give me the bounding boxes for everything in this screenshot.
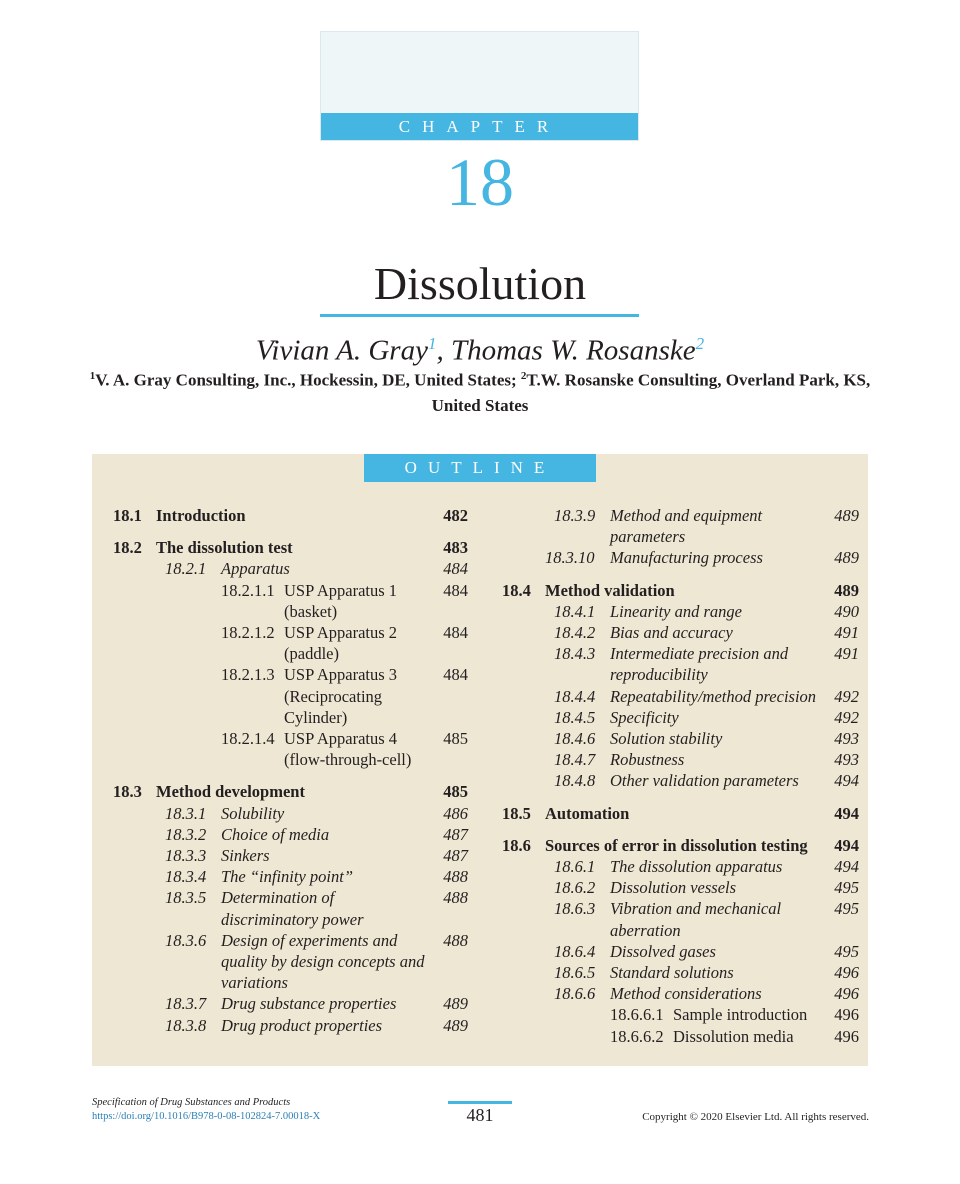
outline-entry-num: 18.6.6.1: [610, 1005, 664, 1025]
outline-entry-label: Standard solutions: [610, 963, 734, 983]
outline-right-column: [502, 505, 859, 1047]
outline-entry-page: 489: [834, 580, 859, 600]
outline-label: OUTLINE: [364, 454, 596, 482]
outline-entry-num: 18.3.2: [165, 824, 207, 844]
outline-entry[interactable]: [113, 622, 468, 664]
outline-entry-page: 489: [834, 506, 859, 525]
outline-entry-num: 18.6.5: [554, 963, 596, 983]
outline-entry-label: Manufacturing process: [610, 548, 763, 568]
outline-entry[interactable]: [502, 770, 859, 791]
outline-entry[interactable]: [502, 877, 859, 898]
outline-entry-page: 492: [834, 707, 859, 727]
outline-entry-num: 18.2.1.2: [221, 623, 275, 643]
outline-entry-label: Solubility: [221, 803, 285, 823]
outline-entry-num: 18.3.9: [554, 506, 596, 525]
outline-entry-page: 486: [443, 803, 468, 823]
outline-entry-num: 18.4.3: [554, 644, 596, 664]
outline-entry-label: Dissolution vessels: [610, 878, 737, 898]
outline-entry-page: 487: [443, 824, 468, 844]
author-separator: ,: [436, 334, 451, 367]
outline-entry[interactable]: [113, 558, 468, 579]
outline-entry-page: 490: [834, 601, 859, 621]
outline-entry-label: Sinkers: [221, 846, 270, 866]
outline-entry-num: 18.4.6: [554, 729, 596, 749]
outline-entry[interactable]: [113, 580, 468, 622]
outline-entry[interactable]: [502, 1026, 859, 1047]
outline-entry-num: 18.3.1: [165, 803, 207, 823]
outline-entry-num: 18.6.2: [554, 878, 596, 898]
affiliation-mark: 1: [89, 370, 96, 382]
outline-entry-page: 489: [834, 548, 859, 568]
outline-entry-num: 18.6.3: [554, 899, 596, 919]
outline-entry[interactable]: [113, 993, 468, 1014]
outline-entry-label: Apparatus: [221, 559, 290, 579]
outline-entry-page: 496: [834, 984, 859, 1004]
outline-entry-page: 491: [834, 644, 859, 664]
chapter-title: Dissolution: [373, 258, 587, 309]
outline-entry-num: 18.5: [502, 803, 531, 823]
outline-entry-label: USP Apparatus 4 (flow-through-cell): [284, 729, 412, 770]
outline-entry-num: 18.4: [502, 580, 531, 600]
outline-entry-page: 494: [834, 803, 859, 823]
chapter-number: 18: [446, 144, 514, 220]
author-affiliation-mark: 1: [427, 334, 437, 353]
author-name: Vivian A. Gray: [255, 334, 428, 367]
author-affiliation-mark: 2: [695, 334, 705, 353]
outline-entry[interactable]: [502, 803, 859, 824]
outline-entry-label: Determination of discriminatory power: [221, 888, 364, 929]
title-rule: [320, 314, 639, 317]
outline-entry-label: Repeatability/method precision: [610, 686, 817, 706]
outline-entry-label: Method validation: [545, 580, 675, 600]
book-title: Specification of Drug Substances and Products: [92, 1097, 291, 1108]
outline-entry-label: Automation: [545, 803, 630, 823]
outline-entry-page: 484: [443, 623, 468, 643]
outline-entry-num: 18.6.4: [554, 941, 596, 961]
outline-entry[interactable]: [113, 664, 468, 728]
outline-entry-num: 18.4.2: [554, 623, 596, 643]
outline-entry-num: 18.4.1: [554, 601, 596, 621]
outline-entry-page: 488: [443, 930, 468, 950]
outline-entry[interactable]: [113, 887, 468, 929]
outline-entry[interactable]: [502, 749, 859, 770]
outline-entry[interactable]: [502, 601, 859, 622]
outline-entry[interactable]: [502, 983, 859, 1004]
outline-entry-num: 18.6.1: [554, 857, 596, 877]
outline-entry-label: Choice of media: [221, 824, 330, 844]
outline-entry-num: 18.3.6: [165, 930, 207, 950]
outline-entry[interactable]: [502, 643, 859, 685]
outline-entry[interactable]: [502, 962, 859, 983]
outline-entry-num: 18.6: [502, 835, 531, 855]
page-number: 481: [466, 1105, 494, 1125]
outline-entry[interactable]: [502, 622, 859, 643]
outline-entry-page: 482: [443, 506, 468, 525]
outline-entry-label: Drug substance properties: [221, 994, 397, 1014]
outline-entry[interactable]: [502, 856, 859, 877]
outline-entry[interactable]: [113, 728, 468, 770]
outline-entry-label: Robustness: [610, 750, 685, 770]
outline-entry-num: 18.3.8: [165, 1015, 207, 1035]
affiliation-text: T.W. Rosanske Consulting, Overland Park, KS, United States: [431, 370, 871, 415]
outline-entry-page: 495: [834, 899, 859, 919]
outline-entry-label: Method development: [156, 782, 305, 802]
outline-entry-label: Sources of error in dissolution testing: [545, 835, 808, 855]
outline-entry-num: 18.3.7: [165, 994, 207, 1014]
outline-entry-num: 18.4.7: [554, 750, 596, 770]
outline-entry-page: 495: [834, 878, 859, 898]
outline-entry-page: 485: [443, 782, 468, 802]
outline-left-column: [113, 505, 468, 1036]
outline-entry[interactable]: [502, 728, 859, 749]
outline-entry-label: Dissolved gases: [610, 941, 716, 961]
outline-entry-page: 496: [834, 963, 859, 983]
outline-entry[interactable]: [502, 547, 859, 568]
outline-entry-label: The dissolution test: [156, 538, 293, 558]
outline-entry-page: 496: [834, 1005, 859, 1025]
outline-entry-label: Other validation parameters: [610, 771, 799, 791]
outline-entry[interactable]: [502, 1004, 859, 1025]
outline-entry[interactable]: [502, 686, 859, 707]
outline-entry-label: USP Apparatus 1 (basket): [284, 580, 398, 621]
outline-entry-page: 489: [443, 994, 468, 1014]
outline-entry-page: 489: [443, 1015, 468, 1035]
outline-entry[interactable]: [113, 537, 468, 558]
outline-entry-num: 18.4.8: [554, 771, 596, 791]
outline-entry-label: USP Apparatus 3 (Reciprocating Cylinder): [284, 665, 398, 727]
outline-entry-label: Intermediate precision and reproducibility: [610, 644, 789, 685]
outline-entry-num: 18.1: [113, 506, 142, 525]
outline-entry-page: 496: [834, 1026, 859, 1046]
outline-entry-num: 18.2.1.1: [221, 580, 275, 600]
outline-entry-label: Method and equipment parameters: [610, 506, 763, 547]
chapter-label: CHAPTER: [321, 113, 638, 140]
outline-entry[interactable]: [502, 898, 859, 940]
outline-entry-page: 494: [834, 835, 859, 855]
outline-entry[interactable]: [113, 930, 468, 994]
outline-entry-page: 494: [834, 771, 859, 791]
outline-entry-label: Introduction: [156, 506, 246, 525]
outline-entry[interactable]: [502, 707, 859, 728]
outline-entry-num: 18.2.1.3: [221, 665, 275, 685]
outline-entry-page: 487: [443, 846, 468, 866]
copyright-notice: Copyright © 2020 Elsevier Ltd. All rights reserved.: [642, 1111, 869, 1123]
outline-entry-label: The dissolution apparatus: [610, 857, 783, 877]
outline-entry-page: 484: [443, 559, 468, 579]
outline-entry-page: 495: [834, 941, 859, 961]
outline-entry[interactable]: [113, 803, 468, 824]
outline-entry-num: 18.6.6: [554, 984, 596, 1004]
outline-entry-num: 18.3: [113, 782, 142, 802]
outline-entry-label: The “infinity point”: [221, 867, 354, 887]
outline-entry[interactable]: [502, 580, 859, 601]
outline-entry-num: 18.2.1: [165, 559, 207, 579]
outline-entry-label: Drug product properties: [221, 1015, 383, 1035]
footer-citation: [92, 1096, 320, 1124]
outline-entry[interactable]: [113, 781, 468, 802]
outline-entry-page: 485: [443, 729, 468, 749]
author-name: Thomas W. Rosanske: [450, 334, 696, 367]
outline-entry-page: 484: [443, 665, 468, 685]
outline-entry[interactable]: [113, 866, 468, 887]
outline-entry-label: Design of experiments and quality by design concepts and variations: [221, 930, 425, 993]
outline-entry-page: 494: [834, 857, 859, 877]
chapter-header-box: [320, 31, 639, 141]
outline-entry-num: 18.3.5: [165, 888, 207, 908]
outline-entry[interactable]: [502, 505, 859, 547]
affiliation-text: V. A. Gray Consulting, Inc., Hockessin, DE, United States;: [95, 370, 521, 390]
outline-entry-label: Bias and accuracy: [610, 623, 733, 643]
outline-entry-num: 18.3.10: [545, 548, 595, 568]
outline-entry-page: 491: [834, 623, 859, 643]
outline-entry-num: 18.2: [113, 538, 142, 558]
outline-entry-page: 483: [443, 538, 468, 558]
outline-entry[interactable]: [113, 824, 468, 845]
outline-entry-label: Sample introduction: [673, 1005, 808, 1025]
outline-entry-label: Vibration and mechanical aberration: [610, 899, 782, 940]
affiliation-mark: 2: [520, 370, 527, 382]
outline-entry[interactable]: [113, 845, 468, 866]
outline-entry-page: 488: [443, 867, 468, 887]
outline-entry-num: 18.2.1.4: [221, 729, 275, 749]
outline-entry-page: 493: [834, 750, 859, 770]
outline-entry-num: 18.3.3: [165, 846, 207, 866]
outline-entry[interactable]: [502, 941, 859, 962]
outline-entry-page: 484: [443, 580, 468, 600]
outline-entry-label: Specificity: [610, 707, 679, 727]
outline-entry-page: 492: [834, 686, 859, 706]
outline-entry-label: Dissolution media: [673, 1026, 794, 1046]
affiliations: [80, 364, 880, 418]
outline-entry-num: 18.4.4: [554, 686, 596, 706]
outline-entry-num: 18.4.5: [554, 707, 596, 727]
outline-entry[interactable]: [502, 835, 859, 856]
outline-entry-label: USP Apparatus 2 (paddle): [284, 623, 398, 664]
outline-entry-label: Linearity and range: [610, 601, 742, 621]
outline-entry-num: 18.6.6.2: [610, 1026, 664, 1046]
outline-entry-page: 488: [443, 888, 468, 908]
outline-entry[interactable]: [113, 505, 468, 526]
outline-entry-page: 493: [834, 729, 859, 749]
outline-entry-label: Method considerations: [610, 984, 762, 1004]
doi-link[interactable]: https://doi.org/10.1016/B978-0-08-102824-7.00018-X: [92, 1111, 321, 1122]
outline-entry-label: Solution stability: [610, 729, 723, 749]
outline-entry[interactable]: [113, 1015, 468, 1036]
outline-entry-num: 18.3.4: [165, 867, 207, 887]
